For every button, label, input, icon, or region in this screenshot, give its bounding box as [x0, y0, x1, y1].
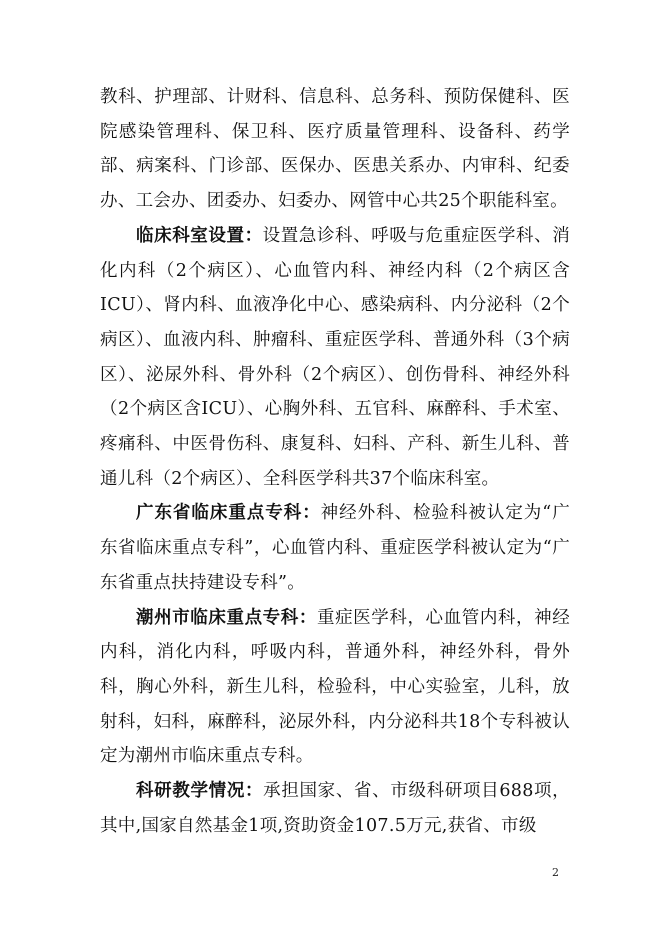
paragraph-lead: 科研教学情况： — [136, 781, 264, 802]
paragraph-city-key-specialties — [100, 601, 570, 775]
paragraph-research-teaching — [100, 774, 570, 843]
paragraph-clinical-departments — [100, 219, 570, 497]
paragraph-text: 承担国家、省、市级科研项目688项，其中,国家自然基金1项,资助资金107.5万元,获省、市级 — [100, 781, 570, 836]
body-text — [100, 80, 570, 843]
paragraph-provincial-key-specialties — [100, 496, 570, 600]
paragraph-lead: 临床科室设置： — [136, 225, 263, 246]
paragraph-lead: 广东省临床重点专科： — [136, 503, 321, 524]
paragraph-lead: 潮州市临床重点专科： — [136, 607, 317, 628]
paragraph-functional-departments — [100, 80, 570, 219]
page-number: 2 — [552, 866, 559, 879]
paragraph-text: 设置急诊科、呼吸与危重症医学科、消化内科（2个病区）、心血管内科、神经内科（2个病区含ICU）、肾内科、血液净化中心、感染病科、内分泌科（2个病区）、血液内科、肿瘤科、重症医学科、普通外科（3个病区）、泌尿外科、骨外科（2个病区）、创伤骨科、神经外科（2个病区含ICU）、心胸外科、五官科、麻醉科、手术室、疼痛科、中医骨伤科、康复科、妇科、产科、新生儿科、普通儿科（2个病区）、全科医学科共37个临床科室。 — [100, 225, 570, 489]
paragraph-text: 神经外科、检验科被认定为“广东省临床重点专科”，心血管内科、重症医学科被认定为“广东省重点扶持建设专科”。 — [100, 503, 570, 593]
paragraph-text: 教科、护理部、计财科、信息科、总务科、预防保健科、医院感染管理科、保卫科、医疗质量管理科、设备科、药学部、病案科、门诊部、医保办、医患关系办、内审科、纪委办、工会办、团委办、妇委办、网管中心共25个职能科室。 — [100, 87, 570, 212]
paragraph-text: 重症医学科，心血管内科，神经内科，消化内科，呼吸内科，普通外科，神经外科，骨外科，胸心外科，新生儿科，检验科，中心实验室，儿科，放射科，妇科，麻醉科，泌尿外科，内分泌科共18个专科被认定为潮州市临床重点专科。 — [100, 607, 571, 767]
